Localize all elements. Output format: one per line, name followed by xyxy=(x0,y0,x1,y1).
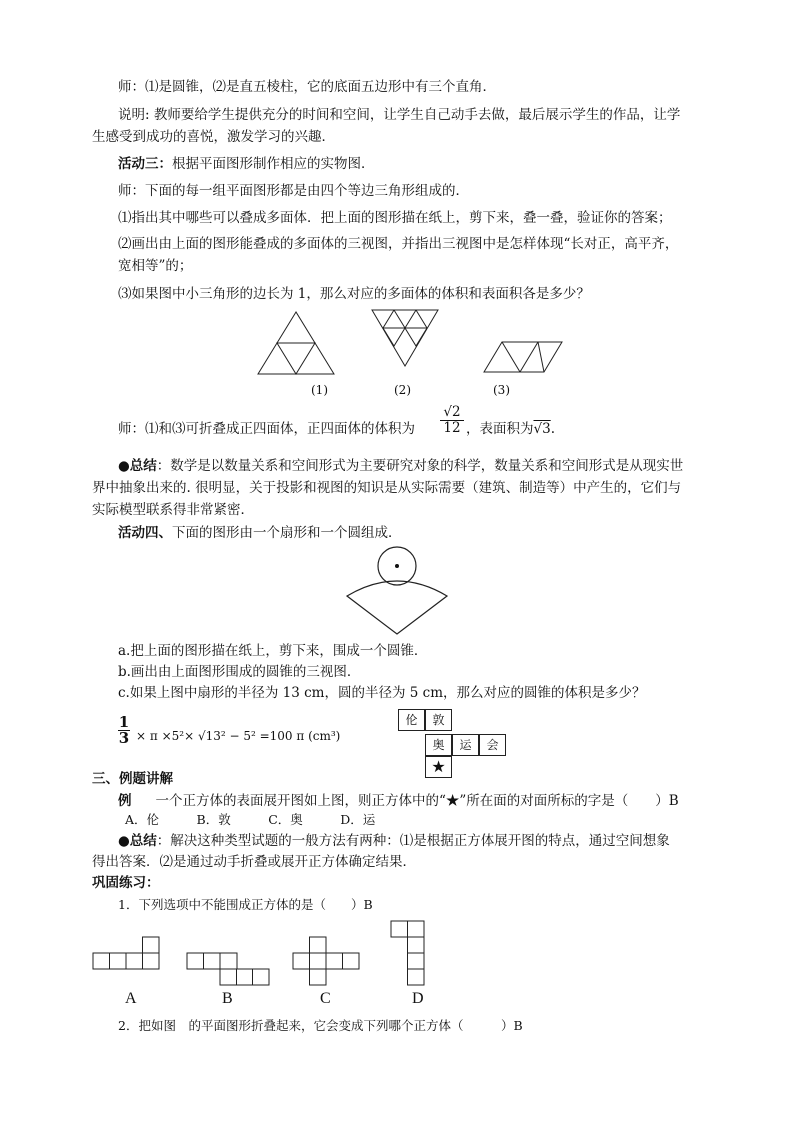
figure-label: (2) xyxy=(394,383,411,397)
text-line: 宽相等”的； xyxy=(118,258,193,274)
formula-text: × π ×5²× √13² − 5² =100 π (cm³) xyxy=(136,729,341,743)
fraction-numerator: √2 xyxy=(440,405,464,421)
triangle-figure-1 xyxy=(256,310,336,376)
formula-denominator: 3 xyxy=(118,729,130,747)
activity-four xyxy=(118,524,402,542)
text-line: 师：⑴和⑶可折叠成正四面体，正四面体的体积为 xyxy=(118,421,415,437)
net-cell: 奥 xyxy=(425,734,452,756)
net-cell: 伦 xyxy=(398,709,425,731)
net-cell: 会 xyxy=(479,734,506,756)
summary-label: ●总结 xyxy=(118,833,157,849)
practice-heading: 巩固练习： xyxy=(92,875,160,891)
net-option-c xyxy=(292,936,360,986)
triangle-figure-3 xyxy=(482,340,566,374)
summary-text: ：数学是以数量关系和空间形式为主要研究对象的科学，数量关系和空间形式是从现实世 xyxy=(156,458,684,474)
summary-label: ●总结 xyxy=(118,458,157,474)
summary-one xyxy=(118,457,683,475)
text-line: 得出答案．⑵是通过动手折叠或展开正方体确定结果． xyxy=(92,854,416,870)
net-option-a xyxy=(92,936,160,970)
activity-three-text: 根据平面图形制作相应的实物图． xyxy=(172,156,375,172)
option-label-c: C xyxy=(320,990,331,1007)
net-cell: 运 xyxy=(452,734,479,756)
activity-four-label: 活动四、 xyxy=(118,525,172,541)
net-option-b xyxy=(186,952,270,986)
text-line xyxy=(466,420,555,438)
activity-three xyxy=(118,155,375,173)
fraction-denominator: 12 xyxy=(443,420,461,436)
option-label-d: D xyxy=(412,990,424,1007)
text-line: c.如果上图中扇形的半径为 13 cm，圆的半径为 5 cm，那么对应的圆锥的体积是多少？ xyxy=(118,685,646,701)
cone-net-figure xyxy=(345,546,449,638)
text-line: b.画出由上面图形围成的圆锥的三视图． xyxy=(118,664,361,680)
formula-fraction xyxy=(118,715,130,746)
example-options: A．伦 B．敦 C．奥 D．运 xyxy=(125,812,376,827)
area-text: ，表面积为 xyxy=(466,421,534,437)
triangle-figure-2 xyxy=(370,308,440,368)
net-option-d xyxy=(390,920,426,986)
text-line: 师：下面的每一组平面图形都是由四个等边三角形组成的． xyxy=(118,183,469,199)
fraction-volume xyxy=(440,405,464,436)
period: . xyxy=(550,421,555,437)
formula-numerator: 1 xyxy=(118,713,130,731)
practice-question-1: 1．下列选项中不能围成正方体的是（ ）B xyxy=(118,897,373,912)
summary-text: ：解决这种类型试题的一般方法有两种：⑴是根据正方体展开图的特点，通过空间想象 xyxy=(156,833,670,849)
section-heading: 三、例题讲解 xyxy=(92,771,173,787)
text-line: 界中抽象出来的. 很明显，关于投影和视图的知识是从实际需要（建筑、制造等）中产生的，它们与 xyxy=(92,480,682,496)
summary-two xyxy=(118,832,670,850)
text-line: 生感受到成功的喜悦，激发学习的兴趣． xyxy=(92,129,335,145)
text-line: 说明: 教师要给学生提供充分的时间和空间，让学生自己动手去做，最后展示学生的作品，让学 xyxy=(118,107,681,123)
practice-question-2: 2．把如图 的平面图形折叠起来，它会变成下列哪个正方体（ ）B xyxy=(118,1018,523,1033)
text-line: 实际模型联系得非常紧密． xyxy=(92,502,254,518)
option-label-b: B xyxy=(222,990,233,1007)
text-line: 师：⑴是圆锥，⑵是直五棱柱，它的底面五边形中有三个直角． xyxy=(118,79,496,95)
star-cell: ★ xyxy=(425,756,452,778)
figure-label: (3) xyxy=(493,383,510,397)
area-value: √3 xyxy=(533,421,551,437)
activity-three-label: 活动三： xyxy=(118,156,172,172)
text-line: ⑶如果图中小三角形的边长为 1，那么对应的多面体的体积和表面积各是多少？ xyxy=(118,286,590,302)
example-line xyxy=(118,792,679,810)
option-label-a: A xyxy=(125,990,137,1007)
text-line: ⑴指出其中哪些可以叠成多面体．把上面的图形描在纸上，剪下来，叠一叠，验证你的答案； xyxy=(118,210,672,226)
text-line: a.把上面的图形描在纸上，剪下来，围成一个圆锥． xyxy=(118,643,428,659)
activity-four-text: 下面的图形由一个扇形和一个圆组成． xyxy=(172,525,402,541)
text-line: ⑵画出由上面的图形能叠成的多面体的三视图，并指出三视图中是怎样体现“长对正，高平齐， xyxy=(118,236,679,252)
net-cell: 敦 xyxy=(425,709,452,731)
figure-label: (1) xyxy=(311,383,328,397)
example-label: 例 xyxy=(118,793,132,809)
example-text: 一个正方体的表面展开图如上图，则正方体中的“★”所在面的对面所标的字是（ ）B xyxy=(155,793,679,809)
